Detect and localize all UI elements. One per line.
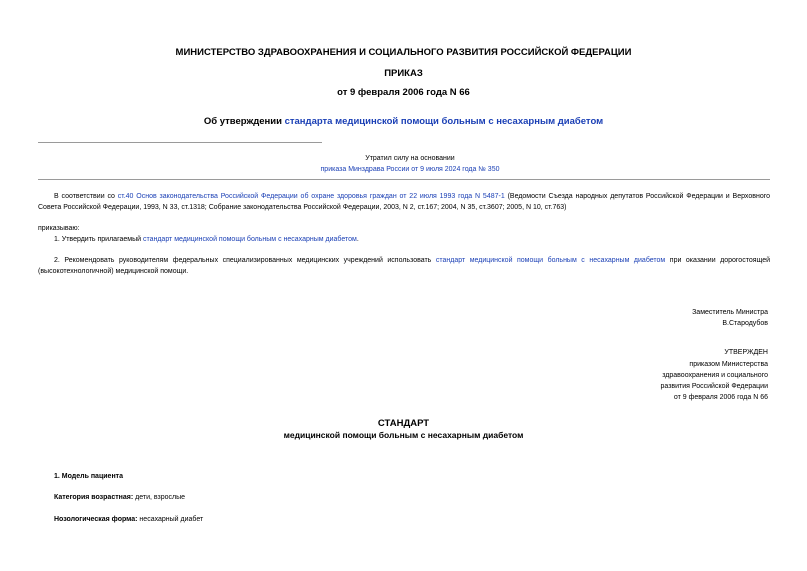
repeal-notice xyxy=(300,153,520,175)
item-1-link[interactable]: стандарт медицинской помощи больным с несахарным диабетом xyxy=(142,236,357,243)
item-2 xyxy=(38,255,770,277)
nosology-value: несахарный диабет xyxy=(137,516,204,523)
approval-block xyxy=(660,347,768,403)
repeal-notice-link[interactable]: приказа Минздрава России от 9 июля 2024 года № 350 xyxy=(320,166,500,173)
signature-block xyxy=(692,307,768,329)
divider-bottom xyxy=(38,179,770,180)
preamble-law-link[interactable]: ст.40 Основ законодательства Российской Федерации об охране здоровья граждан от 22 июля 1993 года N 5487-1 xyxy=(117,193,505,200)
age-category-line xyxy=(54,492,185,503)
item-1-prefix: 1. Утвердить прилагаемый xyxy=(54,236,143,243)
ministry-heading: МИНИСТЕРСТВО ЗДРАВООХРАНЕНИЯ И СОЦИАЛЬНОГО РАЗВИТИЯ РОССИЙСКОЙ ФЕДЕРАЦИИ xyxy=(175,47,632,58)
doc-title xyxy=(0,116,807,127)
repeal-notice-text: Утратил силу на основании xyxy=(365,155,455,162)
standard-title: СТАНДАРТ xyxy=(377,418,430,429)
approval-title: УТВЕРЖДЕН xyxy=(724,349,768,356)
patient-model-heading: 1. Модель пациента xyxy=(54,473,123,480)
item-1 xyxy=(38,234,770,245)
item-1-suffix: . xyxy=(356,236,359,243)
divider-top xyxy=(38,142,322,143)
age-category-value: дети, взрослые xyxy=(133,494,186,501)
preamble-suffix: (Ведомости Съезда народных депутатов Российской Федерации и Верховного Совета Российской Федерации, 1993, N 33, ст.1318; Собрание законодательства Российской Федерации, 2003, N 2, ст.167; 2004, N 35, ст.3607; 2005, N 10, ст.763) xyxy=(38,193,770,211)
item-2-prefix: 2. Рекомендовать руководителям федеральных специализированных медицинских учреждений использовать xyxy=(54,257,436,264)
approval-line-1: приказом Министерства xyxy=(689,361,768,368)
approval-line-4: от 9 февраля 2006 года N 66 xyxy=(673,394,768,401)
doc-type-heading: ПРИКАЗ xyxy=(384,68,423,79)
age-category-label: Категория возрастная: xyxy=(54,494,134,501)
nosology-line xyxy=(54,514,203,525)
signature-position: Заместитель Министра xyxy=(692,309,768,316)
preamble-paragraph xyxy=(38,191,770,213)
item-2-link[interactable]: стандарт медицинской помощи больным с несахарным диабетом xyxy=(435,257,666,264)
signature-name: В.Стародубов xyxy=(722,320,768,327)
approval-line-2: здравоохранения и социального xyxy=(662,372,768,379)
standard-subtitle: медицинской помощи больным с несахарным диабетом xyxy=(283,430,524,440)
order-word: приказываю: xyxy=(38,225,80,232)
approval-line-3: развития Российской Федерации xyxy=(660,383,768,390)
nosology-label: Нозологическая форма: xyxy=(54,516,138,523)
doc-title-prefix: Об утверждении xyxy=(203,116,285,127)
item-2-suffix: при оказании дорогостоящей (высокотехнологичной) медицинской помощи. xyxy=(38,257,770,275)
doc-title-link[interactable]: стандарта медицинской помощи больным с несахарным диабетом xyxy=(284,116,604,127)
preamble-prefix: В соответствии со xyxy=(54,193,118,200)
doc-date-heading: от 9 февраля 2006 года N 66 xyxy=(337,87,470,98)
